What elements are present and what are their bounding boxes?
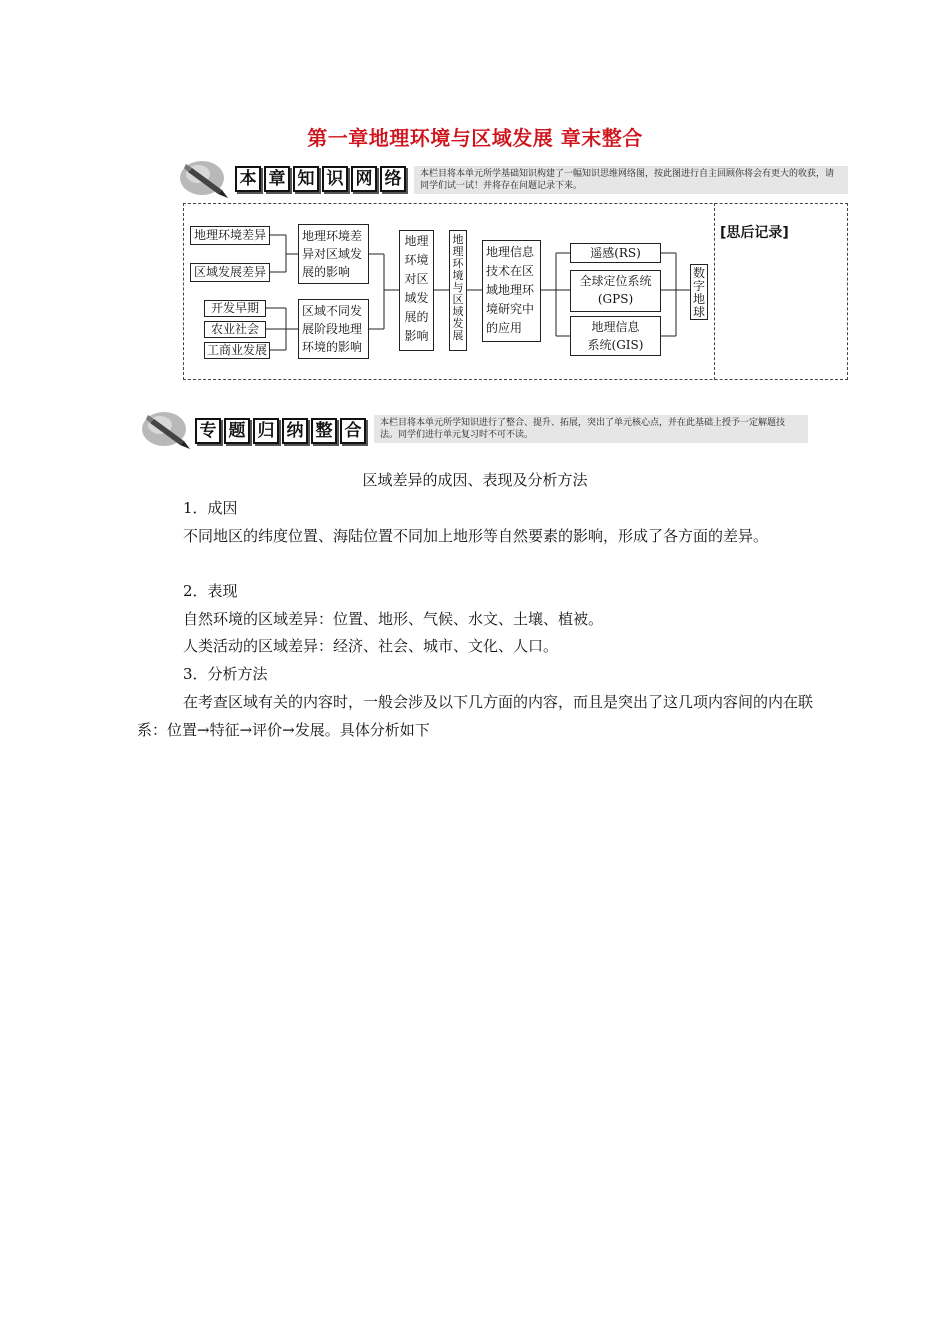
banner-char: 知	[293, 166, 319, 192]
node-gis	[570, 316, 661, 356]
banner-char: 归	[253, 418, 279, 444]
pencil-icon	[140, 407, 194, 451]
subsection-causes: 1．成因	[183, 499, 238, 517]
banner-char: 专	[195, 418, 221, 444]
node-env-and-dev: 地理环境与区域发展	[449, 230, 467, 351]
banner-note: 本栏目将本单元所学知识进行了整合、提升、拓展，突出了单元核心点，并在此基础上授予一定解题技法。同学们进行单元复习时不可不读。	[374, 415, 808, 443]
node-env-impact-dev: 地理环境对区域发展的影响	[399, 230, 434, 351]
node-region-dev-difference: 区域发展差异	[190, 263, 270, 282]
section-heading: 区域差异的成因、表现及分析方法	[362, 471, 588, 489]
node-digital-earth: 数字地球	[690, 264, 708, 320]
node-gis-line2: 系统(GIS)	[587, 338, 644, 352]
node-gps-line1: 全球定位系统	[579, 274, 652, 288]
banner-char: 合	[340, 418, 366, 444]
paragraph-natural-diff: 自然环境的区域差异：位置、地形、气候、水文、土壤、植被。	[183, 610, 604, 628]
node-geo-info-tech: 地理信息技术在区域地理环境研究中的应用	[482, 240, 541, 342]
banner-char: 网	[351, 166, 377, 192]
node-gps	[570, 270, 661, 312]
subsection-methods: 3．分析方法	[183, 665, 268, 683]
node-env-impact-on-region: 地理环境差异对区域发展的影响	[298, 224, 369, 284]
banner-char: 纳	[282, 418, 308, 444]
node-gis-line1: 地理信息	[591, 320, 640, 334]
subsection-manifestation: 2．表现	[183, 582, 238, 600]
topic-summary-banner	[195, 418, 366, 444]
paragraph-causes	[137, 522, 817, 550]
connector-lines	[0, 0, 950, 400]
page-title: 第一章地理环境与区域发展 章末整合	[307, 126, 643, 150]
node-industrial: 工商业发展	[204, 342, 270, 359]
banner-char: 识	[322, 166, 348, 192]
banner-char: 本	[235, 166, 261, 192]
banner-char: 整	[311, 418, 337, 444]
banner-note: 本栏目将本单元所学基础知识构建了一幅知识思维网络图，按此图进行自主回顾你将会有更大的收获，请同学们试一试！并将存在问题记录下来。	[414, 166, 848, 194]
node-stage-impact: 区域不同发展阶段地理环境的影响	[298, 299, 369, 359]
paragraph-human-diff: 人类活动的区域差异：经济、社会、城市、文化、人口。	[183, 637, 559, 655]
banner-char: 题	[224, 418, 250, 444]
node-agricultural: 农业社会	[204, 321, 266, 338]
node-early-stage: 开发早期	[204, 300, 266, 317]
node-env-difference: 地理环境差异	[190, 226, 270, 245]
paragraph-causes-text: 不同地区的纬度位置、海陆位置不同加上地形等自然要素的影响，形成了各方面的差异。	[183, 527, 769, 545]
paragraph-methods-text: 在考查区域有关的内容时，一般会涉及以下几方面的内容，而且是突出了这几项内容间的内在联系：位置→特征→评价→发展。具体分析如下	[137, 693, 814, 739]
banner-char: 络	[380, 166, 406, 192]
node-rs: 遥感(RS)	[570, 243, 661, 263]
node-gps-line2: (GPS)	[597, 292, 634, 306]
notes-label: [思后记录]	[720, 225, 789, 241]
paragraph-methods	[137, 688, 817, 744]
banner-char: 章	[264, 166, 290, 192]
